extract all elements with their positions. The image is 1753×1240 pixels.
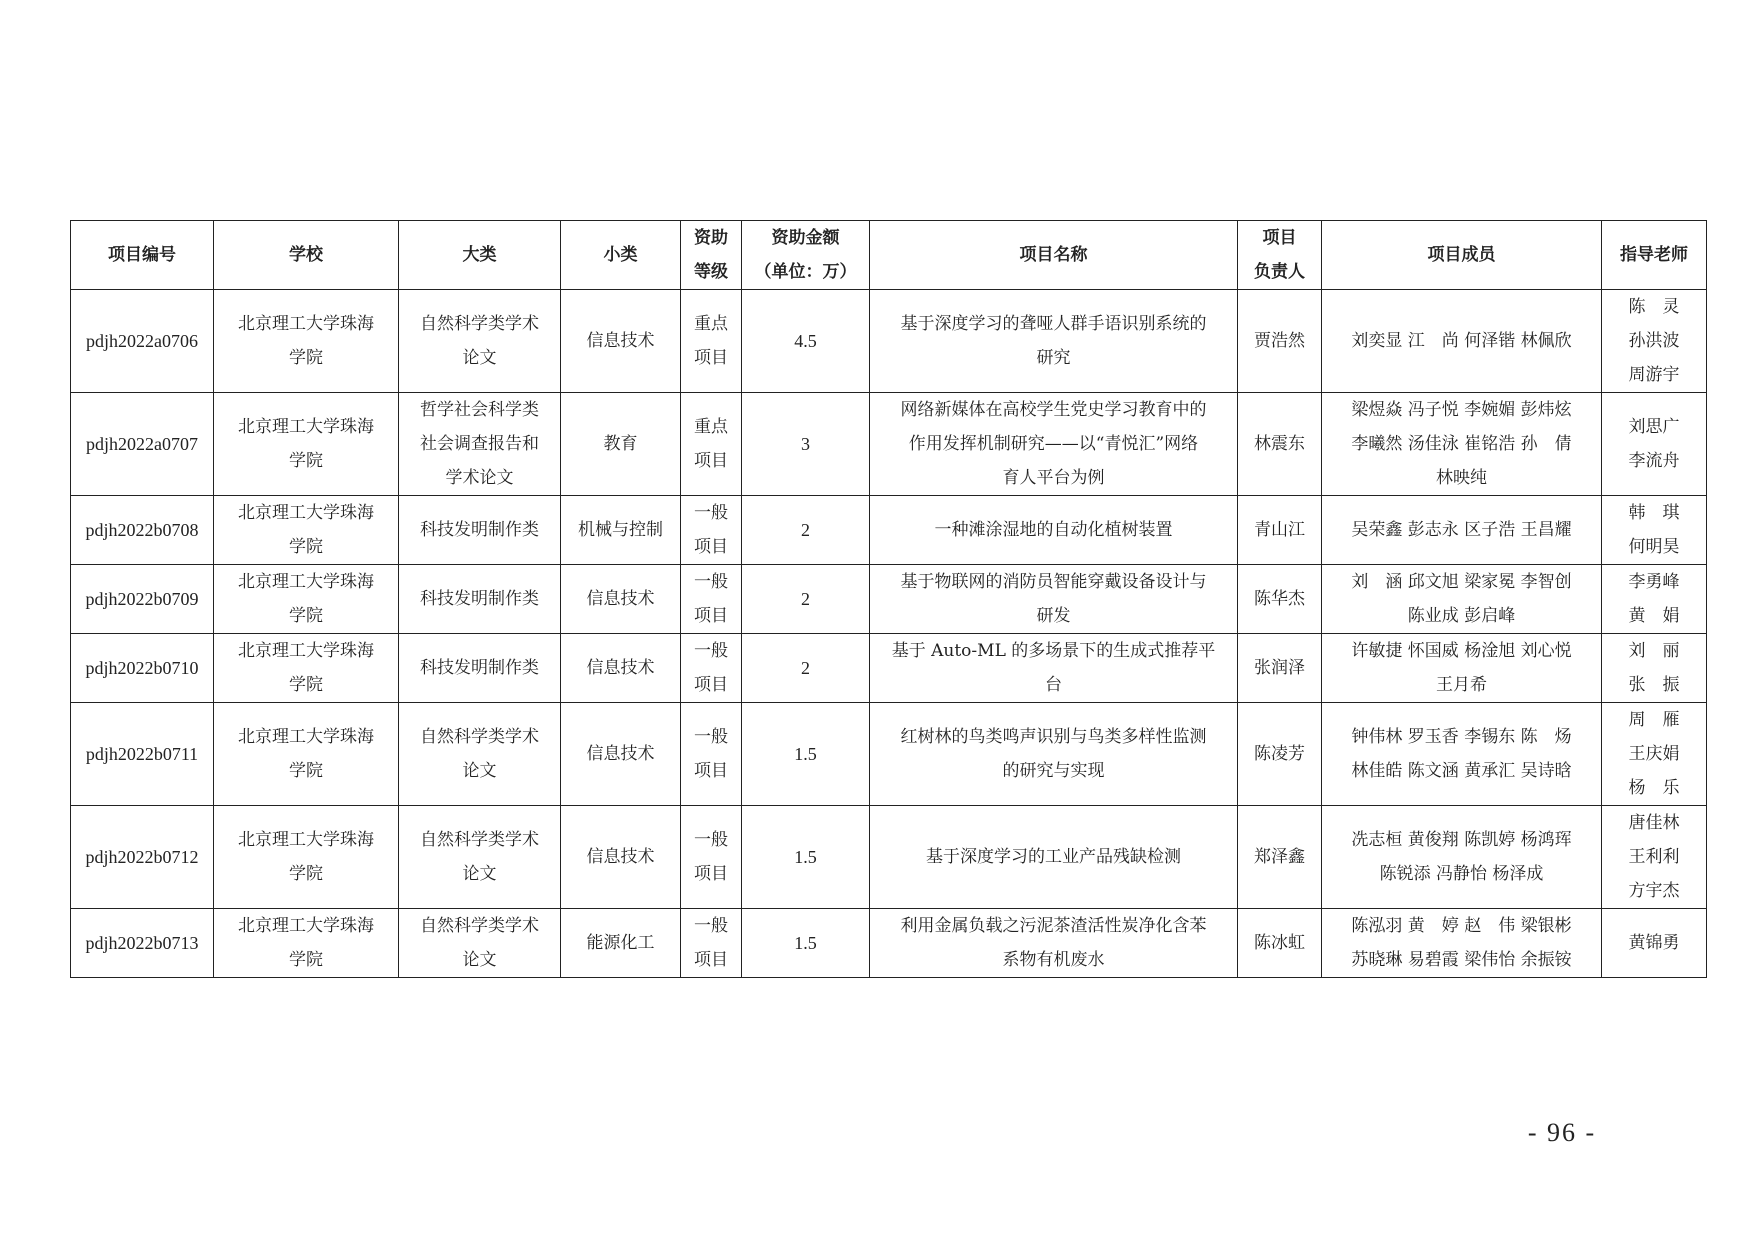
page-number: - 96 - (1527, 1118, 1597, 1147)
cell-project-name (870, 703, 1238, 806)
cell-line: 王庆娟 (1628, 744, 1680, 764)
cell-level (681, 909, 742, 978)
cell-amount: 1.5 (742, 806, 870, 909)
table-row (71, 290, 1707, 393)
cell-school (214, 496, 399, 565)
cell-advisors (1602, 634, 1707, 703)
cell-line: 一种滩涂湿地的自动化植树装置 (934, 520, 1173, 540)
cell-project-name (870, 393, 1238, 496)
cell-school (214, 565, 399, 634)
cell-line: 李流舟 (1628, 451, 1680, 471)
cell-line: 信息技术 (586, 658, 655, 678)
cell-line: 北京理工大学珠海 (238, 727, 374, 747)
cell-level (681, 634, 742, 703)
cell-subcategory (561, 634, 681, 703)
cell-members (1322, 806, 1602, 909)
header-category: 大类 (399, 221, 561, 290)
cell-members (1322, 290, 1602, 393)
header-project-code: 项目编号 (71, 221, 214, 290)
cell-line: 黄 娟 (1628, 606, 1680, 626)
cell-line: 王利利 (1628, 847, 1680, 867)
cell-line: 自然科学类学术 (420, 314, 539, 334)
cell-line: 张 振 (1628, 675, 1680, 695)
cell-line: 韩 琪 (1628, 503, 1680, 523)
cell-line: 北京理工大学珠海 (238, 572, 374, 592)
cell-line: 重点 (694, 417, 728, 437)
cell-level (681, 496, 742, 565)
cell-members (1322, 703, 1602, 806)
cell-line: 许敏捷 怀国威 杨淦旭 刘心悦 (1351, 641, 1572, 661)
cell-line: 自然科学类学术 (420, 916, 539, 936)
cell-advisors (1602, 393, 1707, 496)
cell-line: 论文 (462, 761, 497, 781)
cell-line: 一般 (694, 572, 728, 592)
cell-line: 科技发明制作类 (420, 658, 539, 678)
cell-line: 唐佳林 (1628, 813, 1680, 833)
cell-amount: 2 (742, 496, 870, 565)
cell-line: 周 雁 (1628, 710, 1680, 730)
cell-advisors (1602, 806, 1707, 909)
cell-line: 钟伟林 罗玉香 李锡东 陈 炀 (1351, 727, 1572, 747)
cell-line: 重点 (694, 314, 728, 334)
cell-line: 一般 (694, 503, 728, 523)
cell-line: 一般 (694, 641, 728, 661)
cell-line: 北京理工大学珠海 (238, 314, 374, 334)
cell-line: 林映纯 (1436, 468, 1487, 488)
cell-line: 林佳皓 陈文涵 黄承汇 吴诗晗 (1351, 761, 1572, 781)
cell-members (1322, 393, 1602, 496)
cell-category (399, 565, 561, 634)
cell-leader: 陈冰虹 (1238, 909, 1322, 978)
cell-line: 育人平台为例 (1002, 468, 1105, 488)
cell-members (1322, 634, 1602, 703)
cell-line: 研发 (1036, 606, 1071, 626)
cell-project-code: pdjh2022b0712 (71, 806, 214, 909)
cell-line: 资助 (694, 228, 728, 248)
cell-line: 学院 (289, 675, 323, 695)
header-advisor: 指导老师 (1602, 221, 1707, 290)
cell-line: 苏晓琳 易碧霞 梁伟怡 余振铵 (1351, 950, 1572, 970)
cell-line: 北京理工大学珠海 (238, 830, 374, 850)
cell-line: 科技发明制作类 (420, 589, 539, 609)
cell-category (399, 290, 561, 393)
cell-leader: 林震东 (1238, 393, 1322, 496)
cell-line: 的研究与实现 (1002, 761, 1105, 781)
header-leader (1238, 221, 1322, 290)
cell-line: 信息技术 (586, 847, 655, 867)
cell-line: 学院 (289, 864, 323, 884)
cell-leader: 郑泽鑫 (1238, 806, 1322, 909)
cell-line: 信息技术 (586, 744, 655, 764)
cell-category (399, 634, 561, 703)
table-row (71, 806, 1707, 909)
cell-subcategory (561, 496, 681, 565)
cell-line: 基于深度学习的聋哑人群手语识别系统的 (900, 314, 1207, 334)
cell-line: 基于深度学习的工业产品残缺检测 (926, 847, 1181, 867)
cell-line: （单位：万） (754, 262, 857, 282)
table-row (71, 565, 1707, 634)
cell-line: 系物有机废水 (1002, 950, 1105, 970)
cell-leader: 张润泽 (1238, 634, 1322, 703)
cell-line: 学院 (289, 761, 323, 781)
cell-line: 项目 (694, 348, 728, 368)
cell-leader: 陈华杰 (1238, 565, 1322, 634)
cell-line: 等级 (694, 262, 728, 282)
cell-line: 基于物联网的消防员智能穿戴设备设计与 (900, 572, 1207, 592)
cell-line: 吴荣鑫 彭志永 区子浩 王昌耀 (1351, 520, 1572, 540)
cell-line: 自然科学类学术 (420, 727, 539, 747)
cell-project-name (870, 290, 1238, 393)
cell-line: 哲学社会科学类 (420, 400, 539, 420)
cell-subcategory (561, 806, 681, 909)
cell-line: 红树林的鸟类鸣声识别与鸟类多样性监测 (900, 727, 1207, 747)
cell-project-code: pdjh2022a0706 (71, 290, 214, 393)
cell-line: 刘 丽 (1628, 641, 1680, 661)
cell-line: 学术论文 (445, 468, 514, 488)
cell-line: 机械与控制 (578, 520, 663, 540)
cell-line: 陈业成 彭启峰 (1407, 606, 1516, 626)
cell-leader: 青山江 (1238, 496, 1322, 565)
cell-category (399, 703, 561, 806)
cell-line: 一般 (694, 727, 728, 747)
cell-line: 何明昊 (1628, 537, 1680, 557)
cell-members (1322, 909, 1602, 978)
cell-line: 学院 (289, 451, 323, 471)
cell-line: 方宇杰 (1628, 881, 1680, 901)
cell-project-name (870, 806, 1238, 909)
cell-line: 李曦然 汤佳泳 崔铭浩 孙 倩 (1351, 434, 1572, 454)
cell-school (214, 634, 399, 703)
cell-amount: 4.5 (742, 290, 870, 393)
cell-line: 项目 (694, 537, 728, 557)
table-row (71, 634, 1707, 703)
cell-line: 论文 (462, 950, 497, 970)
cell-line: 项目 (694, 675, 728, 695)
cell-amount: 3 (742, 393, 870, 496)
cell-line: 一般 (694, 830, 728, 850)
cell-line: 资助金额 (771, 228, 840, 248)
cell-members (1322, 496, 1602, 565)
table-row (71, 393, 1707, 496)
cell-line: 黄锦勇 (1628, 933, 1680, 953)
cell-amount: 2 (742, 634, 870, 703)
cell-line: 科技发明制作类 (420, 520, 539, 540)
cell-project-code: pdjh2022a0707 (71, 393, 214, 496)
cell-project-code: pdjh2022b0711 (71, 703, 214, 806)
cell-line: 台 (1045, 675, 1062, 695)
cell-amount: 1.5 (742, 909, 870, 978)
table-row (71, 909, 1707, 978)
cell-line: 作用发挥机制研究——以“青悦汇”网络 (908, 434, 1199, 454)
cell-level (681, 806, 742, 909)
cell-line: 信息技术 (586, 589, 655, 609)
cell-line: 刘奕显 江 尚 何泽锴 林佩欣 (1351, 331, 1572, 351)
cell-line: 陈 灵 (1628, 297, 1680, 317)
cell-line: 负责人 (1254, 262, 1305, 282)
cell-line: 教育 (603, 434, 638, 454)
cell-line: 项目 (694, 761, 728, 781)
cell-advisors (1602, 496, 1707, 565)
cell-line: 梁煜焱 冯子悦 李婉媚 彭炜炫 (1351, 400, 1572, 420)
cell-line: 学院 (289, 537, 323, 557)
cell-line: 项目 (694, 451, 728, 471)
cell-project-code: pdjh2022b0709 (71, 565, 214, 634)
cell-line: 北京理工大学珠海 (238, 503, 374, 523)
cell-line: 刘 涵 邱文旭 梁家冕 李智创 (1351, 572, 1572, 592)
cell-line: 北京理工大学珠海 (238, 641, 374, 661)
cell-level (681, 565, 742, 634)
cell-line: 项目 (694, 864, 728, 884)
header-level (681, 221, 742, 290)
cell-line: 学院 (289, 950, 323, 970)
cell-subcategory (561, 703, 681, 806)
cell-line: 北京理工大学珠海 (238, 417, 374, 437)
cell-line: 项目 (694, 950, 728, 970)
cell-line: 周游宇 (1628, 365, 1680, 385)
table-row (71, 703, 1707, 806)
cell-subcategory (561, 290, 681, 393)
cell-line: 刘思广 (1628, 417, 1680, 437)
cell-line: 自然科学类学术 (420, 830, 539, 850)
cell-line: 学院 (289, 606, 323, 626)
cell-leader: 陈凌芳 (1238, 703, 1322, 806)
cell-advisors (1602, 703, 1707, 806)
cell-line: 社会调查报告和 (420, 434, 539, 454)
cell-school (214, 806, 399, 909)
cell-project-name (870, 565, 1238, 634)
cell-school (214, 909, 399, 978)
cell-line: 项目 (694, 606, 728, 626)
cell-project-code: pdjh2022b0710 (71, 634, 214, 703)
cell-project-name (870, 634, 1238, 703)
cell-category (399, 393, 561, 496)
cell-project-name (870, 496, 1238, 565)
cell-line: 孙洪波 (1628, 331, 1680, 351)
cell-advisors (1602, 565, 1707, 634)
cell-line: 研究 (1036, 348, 1071, 368)
table-row (71, 496, 1707, 565)
header-school: 学校 (214, 221, 399, 290)
cell-school (214, 290, 399, 393)
cell-subcategory (561, 565, 681, 634)
header-project-name: 项目名称 (870, 221, 1238, 290)
cell-level (681, 393, 742, 496)
table-header (71, 221, 1707, 290)
cell-project-name (870, 909, 1238, 978)
cell-line: 基于 Auto-ML 的多场景下的生成式推荐平 (891, 641, 1216, 661)
cell-category (399, 496, 561, 565)
cell-line: 学院 (289, 348, 323, 368)
cell-leader: 贾浩然 (1238, 290, 1322, 393)
cell-line: 能源化工 (586, 933, 655, 953)
cell-amount: 2 (742, 565, 870, 634)
cell-line: 项目 (1262, 228, 1297, 248)
project-table (70, 220, 1707, 978)
cell-amount: 1.5 (742, 703, 870, 806)
cell-line: 北京理工大学珠海 (238, 916, 374, 936)
cell-line: 李勇峰 (1628, 572, 1680, 592)
header-row (71, 221, 1707, 290)
cell-line: 信息技术 (586, 331, 655, 351)
cell-level (681, 290, 742, 393)
cell-subcategory (561, 393, 681, 496)
header-amount (742, 221, 870, 290)
cell-line: 网络新媒体在高校学生党史学习教育中的 (900, 400, 1207, 420)
cell-advisors (1602, 290, 1707, 393)
header-subcategory: 小类 (561, 221, 681, 290)
cell-line: 陈锐添 冯静怡 杨泽成 (1379, 864, 1544, 884)
cell-category (399, 909, 561, 978)
cell-school (214, 393, 399, 496)
cell-subcategory (561, 909, 681, 978)
cell-line: 杨 乐 (1628, 778, 1680, 798)
cell-level (681, 703, 742, 806)
cell-line: 一般 (694, 916, 728, 936)
cell-project-code: pdjh2022b0708 (71, 496, 214, 565)
cell-line: 论文 (462, 348, 497, 368)
cell-members (1322, 565, 1602, 634)
header-members: 项目成员 (1322, 221, 1602, 290)
cell-project-code: pdjh2022b0713 (71, 909, 214, 978)
cell-advisors (1602, 909, 1707, 978)
cell-line: 王月希 (1436, 675, 1487, 695)
cell-school (214, 703, 399, 806)
table-body (71, 290, 1707, 978)
cell-line: 利用金属负载之污泥茶渣活性炭净化含苯 (900, 916, 1207, 936)
cell-line: 论文 (462, 864, 497, 884)
cell-line: 冼志桓 黄俊翔 陈凯婷 杨鸿珲 (1351, 830, 1572, 850)
cell-category (399, 806, 561, 909)
cell-line: 陈泓羽 黄 婷 赵 伟 梁银彬 (1351, 916, 1572, 936)
